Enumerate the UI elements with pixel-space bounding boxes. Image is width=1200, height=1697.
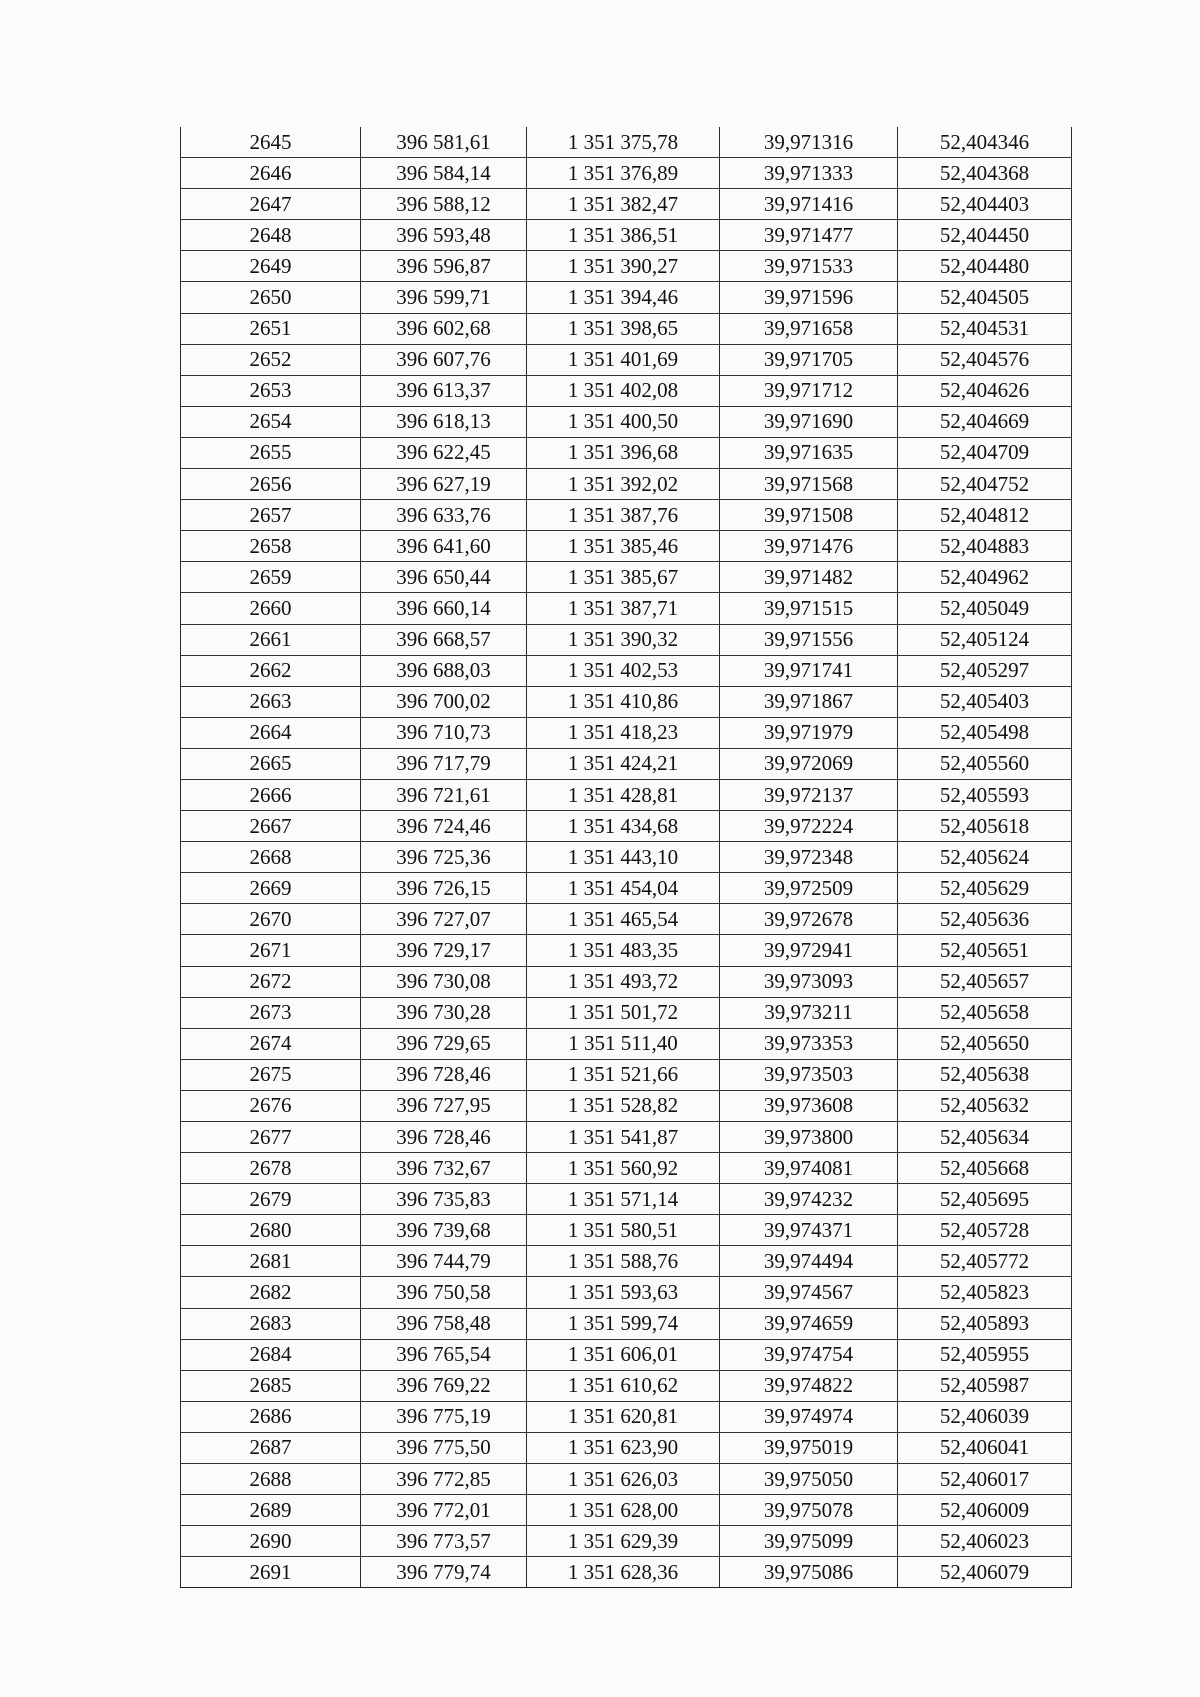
latitude-cell: 39,974659: [720, 1308, 898, 1339]
point-number-cell: 2657: [181, 500, 361, 531]
table-row: [181, 873, 1072, 904]
point-number-cell: 2653: [181, 375, 361, 406]
latitude-cell: 39,975078: [720, 1495, 898, 1526]
table-row: [181, 1339, 1072, 1370]
x-coordinate-cell: 396 627,19: [361, 469, 527, 500]
x-coordinate-cell: 396 599,71: [361, 282, 527, 313]
x-coordinate-cell: 396 744,79: [361, 1246, 527, 1277]
table-row: [181, 189, 1072, 220]
longitude-cell: 52,405124: [898, 624, 1072, 655]
table-row: [181, 1215, 1072, 1246]
x-coordinate-cell: 396 772,85: [361, 1464, 527, 1495]
point-number-cell: 2662: [181, 655, 361, 686]
longitude-cell: 52,404626: [898, 375, 1072, 406]
table-row: [181, 1370, 1072, 1401]
latitude-cell: 39,972678: [720, 904, 898, 935]
y-coordinate-cell: 1 351 376,89: [527, 158, 720, 189]
table-row: [181, 811, 1072, 842]
latitude-cell: 39,974494: [720, 1246, 898, 1277]
y-coordinate-cell: 1 351 390,32: [527, 624, 720, 655]
longitude-cell: 52,405823: [898, 1277, 1072, 1308]
point-number-cell: 2689: [181, 1495, 361, 1526]
table-row: [181, 1059, 1072, 1090]
x-coordinate-cell: 396 728,46: [361, 1122, 527, 1153]
y-coordinate-cell: 1 351 385,46: [527, 531, 720, 562]
table-row: [181, 1090, 1072, 1121]
latitude-cell: 39,971867: [720, 686, 898, 717]
y-coordinate-cell: 1 351 375,78: [527, 127, 720, 158]
longitude-cell: 52,405658: [898, 997, 1072, 1028]
x-coordinate-cell: 396 725,36: [361, 842, 527, 873]
table-row: [181, 282, 1072, 313]
longitude-cell: 52,405772: [898, 1246, 1072, 1277]
x-coordinate-cell: 396 602,68: [361, 313, 527, 344]
y-coordinate-cell: 1 351 390,27: [527, 251, 720, 282]
table-row: [181, 1401, 1072, 1432]
latitude-cell: 39,975099: [720, 1526, 898, 1557]
longitude-cell: 52,404531: [898, 313, 1072, 344]
longitude-cell: 52,404962: [898, 562, 1072, 593]
y-coordinate-cell: 1 351 385,67: [527, 562, 720, 593]
point-number-cell: 2669: [181, 873, 361, 904]
y-coordinate-cell: 1 351 428,81: [527, 779, 720, 810]
point-number-cell: 2677: [181, 1122, 361, 1153]
latitude-cell: 39,971596: [720, 282, 898, 313]
longitude-cell: 52,404505: [898, 282, 1072, 313]
point-number-cell: 2650: [181, 282, 361, 313]
table-row: [181, 717, 1072, 748]
y-coordinate-cell: 1 351 593,63: [527, 1277, 720, 1308]
latitude-cell: 39,972941: [720, 935, 898, 966]
point-number-cell: 2661: [181, 624, 361, 655]
longitude-cell: 52,404403: [898, 189, 1072, 220]
table-row: [181, 1184, 1072, 1215]
x-coordinate-cell: 396 721,61: [361, 779, 527, 810]
point-number-cell: 2687: [181, 1432, 361, 1463]
latitude-cell: 39,975086: [720, 1557, 898, 1588]
x-coordinate-cell: 396 593,48: [361, 220, 527, 251]
point-number-cell: 2664: [181, 717, 361, 748]
table-row: [181, 1464, 1072, 1495]
table-row: [181, 966, 1072, 997]
longitude-cell: 52,405728: [898, 1215, 1072, 1246]
table-row: [181, 1526, 1072, 1557]
latitude-cell: 39,972137: [720, 779, 898, 810]
latitude-cell: 39,971508: [720, 500, 898, 531]
x-coordinate-cell: 396 730,08: [361, 966, 527, 997]
longitude-cell: 52,405955: [898, 1339, 1072, 1370]
latitude-cell: 39,974567: [720, 1277, 898, 1308]
latitude-cell: 39,974822: [720, 1370, 898, 1401]
y-coordinate-cell: 1 351 465,54: [527, 904, 720, 935]
table-row: [181, 500, 1072, 531]
x-coordinate-cell: 396 660,14: [361, 593, 527, 624]
table-row: [181, 562, 1072, 593]
point-number-cell: 2668: [181, 842, 361, 873]
x-coordinate-cell: 396 613,37: [361, 375, 527, 406]
y-coordinate-cell: 1 351 493,72: [527, 966, 720, 997]
latitude-cell: 39,973608: [720, 1090, 898, 1121]
longitude-cell: 52,404576: [898, 344, 1072, 375]
point-number-cell: 2666: [181, 779, 361, 810]
y-coordinate-cell: 1 351 402,53: [527, 655, 720, 686]
table-row: [181, 655, 1072, 686]
longitude-cell: 52,405618: [898, 811, 1072, 842]
point-number-cell: 2676: [181, 1090, 361, 1121]
longitude-cell: 52,405403: [898, 686, 1072, 717]
x-coordinate-cell: 396 710,73: [361, 717, 527, 748]
latitude-cell: 39,971515: [720, 593, 898, 624]
table-row: [181, 406, 1072, 437]
x-coordinate-cell: 396 618,13: [361, 406, 527, 437]
x-coordinate-cell: 396 650,44: [361, 562, 527, 593]
x-coordinate-cell: 396 773,57: [361, 1526, 527, 1557]
longitude-cell: 52,405049: [898, 593, 1072, 624]
latitude-cell: 39,973093: [720, 966, 898, 997]
y-coordinate-cell: 1 351 402,08: [527, 375, 720, 406]
y-coordinate-cell: 1 351 410,86: [527, 686, 720, 717]
point-number-cell: 2671: [181, 935, 361, 966]
latitude-cell: 39,973353: [720, 1028, 898, 1059]
table-row: [181, 842, 1072, 873]
x-coordinate-cell: 396 633,76: [361, 500, 527, 531]
y-coordinate-cell: 1 351 528,82: [527, 1090, 720, 1121]
y-coordinate-cell: 1 351 424,21: [527, 748, 720, 779]
point-number-cell: 2674: [181, 1028, 361, 1059]
longitude-cell: 52,405636: [898, 904, 1072, 935]
point-number-cell: 2655: [181, 437, 361, 468]
latitude-cell: 39,974232: [720, 1184, 898, 1215]
y-coordinate-cell: 1 351 580,51: [527, 1215, 720, 1246]
table-row: [181, 1122, 1072, 1153]
longitude-cell: 52,404480: [898, 251, 1072, 282]
table-row: [181, 1277, 1072, 1308]
x-coordinate-cell: 396 739,68: [361, 1215, 527, 1246]
longitude-cell: 52,405634: [898, 1122, 1072, 1153]
point-number-cell: 2686: [181, 1401, 361, 1432]
x-coordinate-cell: 396 775,50: [361, 1432, 527, 1463]
longitude-cell: 52,404368: [898, 158, 1072, 189]
table-row: [181, 1495, 1072, 1526]
y-coordinate-cell: 1 351 401,69: [527, 344, 720, 375]
y-coordinate-cell: 1 351 392,02: [527, 469, 720, 500]
table-row: [181, 593, 1072, 624]
longitude-cell: 52,406079: [898, 1557, 1072, 1588]
longitude-cell: 52,405638: [898, 1059, 1072, 1090]
coordinates-table: [180, 127, 1072, 1588]
longitude-cell: 52,404346: [898, 127, 1072, 158]
latitude-cell: 39,971482: [720, 562, 898, 593]
y-coordinate-cell: 1 351 398,65: [527, 313, 720, 344]
point-number-cell: 2682: [181, 1277, 361, 1308]
y-coordinate-cell: 1 351 382,47: [527, 189, 720, 220]
longitude-cell: 52,406009: [898, 1495, 1072, 1526]
point-number-cell: 2649: [181, 251, 361, 282]
longitude-cell: 52,404450: [898, 220, 1072, 251]
longitude-cell: 52,405650: [898, 1028, 1072, 1059]
longitude-cell: 52,405893: [898, 1308, 1072, 1339]
table-row: [181, 1028, 1072, 1059]
point-number-cell: 2680: [181, 1215, 361, 1246]
x-coordinate-cell: 396 730,28: [361, 997, 527, 1028]
y-coordinate-cell: 1 351 511,40: [527, 1028, 720, 1059]
point-number-cell: 2670: [181, 904, 361, 935]
y-coordinate-cell: 1 351 386,51: [527, 220, 720, 251]
point-number-cell: 2654: [181, 406, 361, 437]
x-coordinate-cell: 396 728,46: [361, 1059, 527, 1090]
longitude-cell: 52,405297: [898, 655, 1072, 686]
x-coordinate-cell: 396 729,17: [361, 935, 527, 966]
table-row: [181, 1557, 1072, 1588]
x-coordinate-cell: 396 779,74: [361, 1557, 527, 1588]
latitude-cell: 39,974754: [720, 1339, 898, 1370]
point-number-cell: 2645: [181, 127, 361, 158]
point-number-cell: 2691: [181, 1557, 361, 1588]
x-coordinate-cell: 396 607,76: [361, 344, 527, 375]
y-coordinate-cell: 1 351 610,62: [527, 1370, 720, 1401]
longitude-cell: 52,405629: [898, 873, 1072, 904]
latitude-cell: 39,972348: [720, 842, 898, 873]
y-coordinate-cell: 1 351 483,35: [527, 935, 720, 966]
point-number-cell: 2672: [181, 966, 361, 997]
table-row: [181, 624, 1072, 655]
latitude-cell: 39,971333: [720, 158, 898, 189]
point-number-cell: 2690: [181, 1526, 361, 1557]
latitude-cell: 39,971316: [720, 127, 898, 158]
table-row: [181, 748, 1072, 779]
latitude-cell: 39,971690: [720, 406, 898, 437]
x-coordinate-cell: 396 688,03: [361, 655, 527, 686]
x-coordinate-cell: 396 581,61: [361, 127, 527, 158]
latitude-cell: 39,971476: [720, 531, 898, 562]
x-coordinate-cell: 396 750,58: [361, 1277, 527, 1308]
longitude-cell: 52,405624: [898, 842, 1072, 873]
x-coordinate-cell: 396 772,01: [361, 1495, 527, 1526]
point-number-cell: 2684: [181, 1339, 361, 1370]
longitude-cell: 52,405668: [898, 1153, 1072, 1184]
latitude-cell: 39,973503: [720, 1059, 898, 1090]
longitude-cell: 52,404669: [898, 406, 1072, 437]
y-coordinate-cell: 1 351 396,68: [527, 437, 720, 468]
point-number-cell: 2681: [181, 1246, 361, 1277]
x-coordinate-cell: 396 769,22: [361, 1370, 527, 1401]
y-coordinate-cell: 1 351 623,90: [527, 1432, 720, 1463]
y-coordinate-cell: 1 351 418,23: [527, 717, 720, 748]
table-row: [181, 904, 1072, 935]
table-row: [181, 1308, 1072, 1339]
point-number-cell: 2667: [181, 811, 361, 842]
x-coordinate-cell: 396 622,45: [361, 437, 527, 468]
y-coordinate-cell: 1 351 571,14: [527, 1184, 720, 1215]
x-coordinate-cell: 396 641,60: [361, 531, 527, 562]
y-coordinate-cell: 1 351 521,66: [527, 1059, 720, 1090]
point-number-cell: 2651: [181, 313, 361, 344]
point-number-cell: 2652: [181, 344, 361, 375]
y-coordinate-cell: 1 351 626,03: [527, 1464, 720, 1495]
longitude-cell: 52,406023: [898, 1526, 1072, 1557]
x-coordinate-cell: 396 717,79: [361, 748, 527, 779]
latitude-cell: 39,974371: [720, 1215, 898, 1246]
point-number-cell: 2683: [181, 1308, 361, 1339]
point-number-cell: 2659: [181, 562, 361, 593]
table-row: [181, 531, 1072, 562]
latitude-cell: 39,971635: [720, 437, 898, 468]
latitude-cell: 39,971416: [720, 189, 898, 220]
longitude-cell: 52,405987: [898, 1370, 1072, 1401]
y-coordinate-cell: 1 351 387,71: [527, 593, 720, 624]
latitude-cell: 39,971658: [720, 313, 898, 344]
point-number-cell: 2678: [181, 1153, 361, 1184]
longitude-cell: 52,405560: [898, 748, 1072, 779]
latitude-cell: 39,972224: [720, 811, 898, 842]
latitude-cell: 39,973211: [720, 997, 898, 1028]
x-coordinate-cell: 396 700,02: [361, 686, 527, 717]
y-coordinate-cell: 1 351 501,72: [527, 997, 720, 1028]
longitude-cell: 52,405657: [898, 966, 1072, 997]
table-row: [181, 469, 1072, 500]
longitude-cell: 52,405632: [898, 1090, 1072, 1121]
longitude-cell: 52,406039: [898, 1401, 1072, 1432]
x-coordinate-cell: 396 724,46: [361, 811, 527, 842]
latitude-cell: 39,971556: [720, 624, 898, 655]
x-coordinate-cell: 396 668,57: [361, 624, 527, 655]
table-row: [181, 935, 1072, 966]
table-row: [181, 1153, 1072, 1184]
table-row: [181, 437, 1072, 468]
table-row: [181, 686, 1072, 717]
longitude-cell: 52,405695: [898, 1184, 1072, 1215]
y-coordinate-cell: 1 351 628,36: [527, 1557, 720, 1588]
x-coordinate-cell: 396 727,95: [361, 1090, 527, 1121]
x-coordinate-cell: 396 726,15: [361, 873, 527, 904]
y-coordinate-cell: 1 351 434,68: [527, 811, 720, 842]
table-row: [181, 158, 1072, 189]
latitude-cell: 39,972069: [720, 748, 898, 779]
latitude-cell: 39,974081: [720, 1153, 898, 1184]
table-row: [181, 1246, 1072, 1277]
point-number-cell: 2648: [181, 220, 361, 251]
point-number-cell: 2673: [181, 997, 361, 1028]
y-coordinate-cell: 1 351 606,01: [527, 1339, 720, 1370]
longitude-cell: 52,405593: [898, 779, 1072, 810]
point-number-cell: 2675: [181, 1059, 361, 1090]
longitude-cell: 52,405498: [898, 717, 1072, 748]
y-coordinate-cell: 1 351 387,76: [527, 500, 720, 531]
latitude-cell: 39,974974: [720, 1401, 898, 1432]
y-coordinate-cell: 1 351 628,00: [527, 1495, 720, 1526]
table-row: [181, 127, 1072, 158]
latitude-cell: 39,971741: [720, 655, 898, 686]
table-row: [181, 251, 1072, 282]
y-coordinate-cell: 1 351 541,87: [527, 1122, 720, 1153]
x-coordinate-cell: 396 596,87: [361, 251, 527, 282]
y-coordinate-cell: 1 351 620,81: [527, 1401, 720, 1432]
x-coordinate-cell: 396 727,07: [361, 904, 527, 935]
longitude-cell: 52,404709: [898, 437, 1072, 468]
table-row: [181, 344, 1072, 375]
latitude-cell: 39,971712: [720, 375, 898, 406]
point-number-cell: 2663: [181, 686, 361, 717]
y-coordinate-cell: 1 351 599,74: [527, 1308, 720, 1339]
y-coordinate-cell: 1 351 394,46: [527, 282, 720, 313]
table-row: [181, 997, 1072, 1028]
point-number-cell: 2647: [181, 189, 361, 220]
x-coordinate-cell: 396 584,14: [361, 158, 527, 189]
point-number-cell: 2658: [181, 531, 361, 562]
x-coordinate-cell: 396 735,83: [361, 1184, 527, 1215]
longitude-cell: 52,404812: [898, 500, 1072, 531]
longitude-cell: 52,406041: [898, 1432, 1072, 1463]
y-coordinate-cell: 1 351 629,39: [527, 1526, 720, 1557]
y-coordinate-cell: 1 351 454,04: [527, 873, 720, 904]
point-number-cell: 2688: [181, 1464, 361, 1495]
point-number-cell: 2660: [181, 593, 361, 624]
point-number-cell: 2656: [181, 469, 361, 500]
longitude-cell: 52,406017: [898, 1464, 1072, 1495]
y-coordinate-cell: 1 351 443,10: [527, 842, 720, 873]
table-row: [181, 313, 1072, 344]
latitude-cell: 39,971533: [720, 251, 898, 282]
table-row: [181, 375, 1072, 406]
point-number-cell: 2685: [181, 1370, 361, 1401]
longitude-cell: 52,405651: [898, 935, 1072, 966]
coordinates-table-body: [181, 127, 1072, 1588]
longitude-cell: 52,404752: [898, 469, 1072, 500]
x-coordinate-cell: 396 729,65: [361, 1028, 527, 1059]
y-coordinate-cell: 1 351 560,92: [527, 1153, 720, 1184]
table-row: [181, 220, 1072, 251]
table-row: [181, 779, 1072, 810]
point-number-cell: 2665: [181, 748, 361, 779]
latitude-cell: 39,971477: [720, 220, 898, 251]
y-coordinate-cell: 1 351 588,76: [527, 1246, 720, 1277]
point-number-cell: 2646: [181, 158, 361, 189]
latitude-cell: 39,975019: [720, 1432, 898, 1463]
x-coordinate-cell: 396 775,19: [361, 1401, 527, 1432]
latitude-cell: 39,971568: [720, 469, 898, 500]
latitude-cell: 39,971979: [720, 717, 898, 748]
point-number-cell: 2679: [181, 1184, 361, 1215]
x-coordinate-cell: 396 765,54: [361, 1339, 527, 1370]
latitude-cell: 39,971705: [720, 344, 898, 375]
x-coordinate-cell: 396 758,48: [361, 1308, 527, 1339]
latitude-cell: 39,972509: [720, 873, 898, 904]
x-coordinate-cell: 396 588,12: [361, 189, 527, 220]
latitude-cell: 39,973800: [720, 1122, 898, 1153]
y-coordinate-cell: 1 351 400,50: [527, 406, 720, 437]
table-row: [181, 1432, 1072, 1463]
longitude-cell: 52,404883: [898, 531, 1072, 562]
latitude-cell: 39,975050: [720, 1464, 898, 1495]
x-coordinate-cell: 396 732,67: [361, 1153, 527, 1184]
